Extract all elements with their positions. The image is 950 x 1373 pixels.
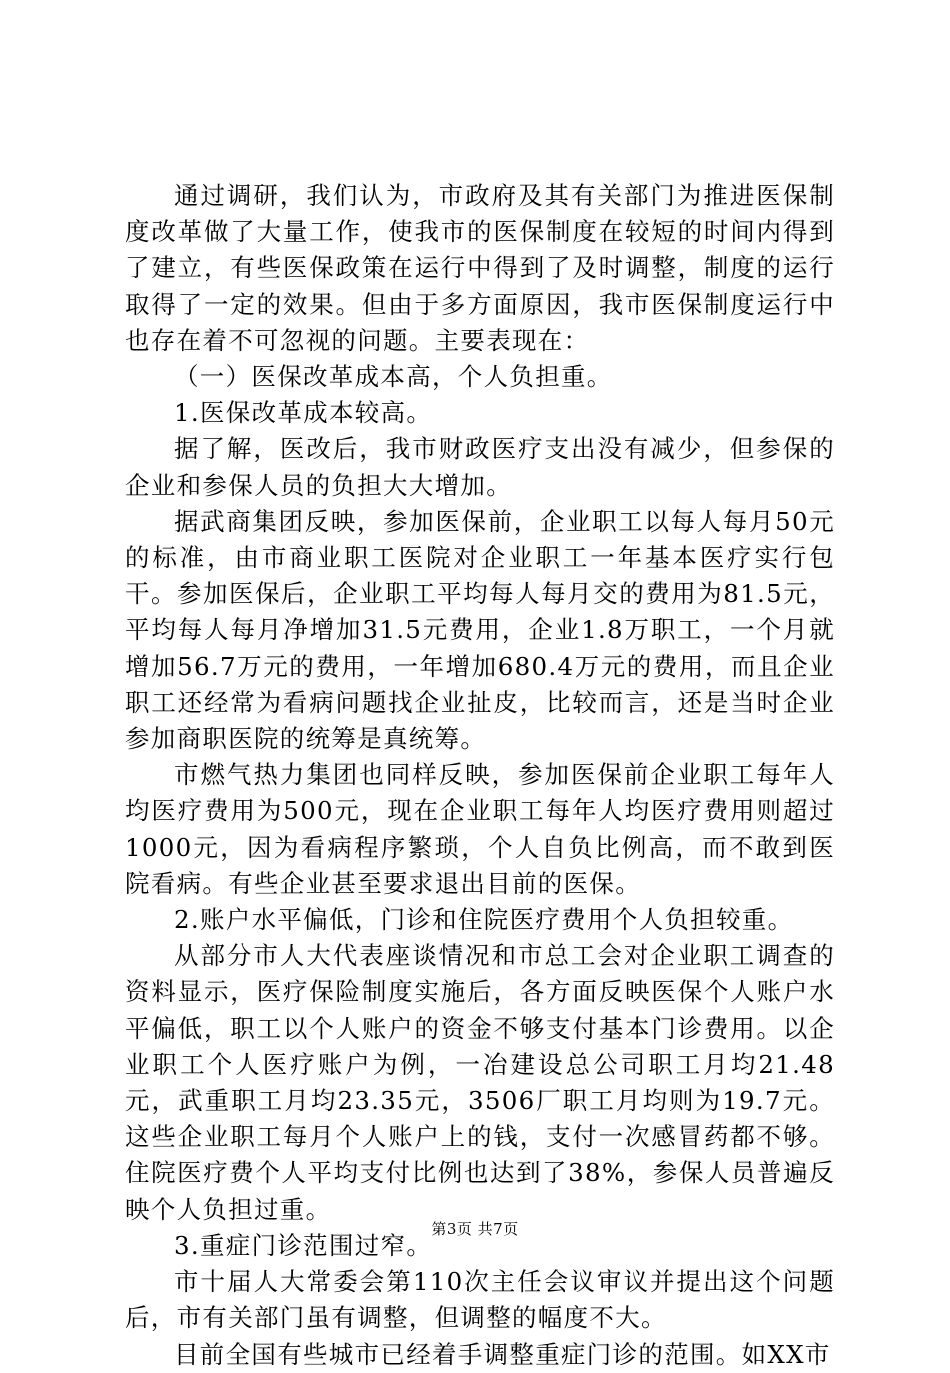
subheading-2: 2.账户水平偏低，门诊和住院医疗费用个人负担较重。 xyxy=(174,905,794,935)
paragraph-intro: 通过调研，我们认为，市政府及其有关部门为推进医保制度改革做了大量工作，使我市的医保制度在较短的时间内得到了建立，有些医保政策在运行中得到了及时调整，制度的运行取得了一定的效果。但由于多方面原因，我市医保制度运行中也存在着不可忽视的问题。主要表现在： xyxy=(125,181,835,355)
paragraph: 目前全国有些城市已经着手调整重症门诊的范围。如XX市 xyxy=(174,1339,831,1369)
paragraph: 据了解，医改后，我市财政医疗支出没有减少，但参保的企业和参保人员的负担大大增加。 xyxy=(125,434,835,500)
subheading-3: 3.重症门诊范围过窄。 xyxy=(174,1230,433,1260)
paragraph: 市十届人大常委会第110次主任会议审议并提出这个问题后，市有关部门虽有调整，但调整的幅度不大。 xyxy=(125,1267,835,1333)
paragraph: 从部分市人大代表座谈情况和市总工会对企业职工调查的资料显示，医疗保险制度实施后，各方面反映医保个人账户水平偏低，职工以个人账户的资金不够支付基本门诊费用。以企业职工个人医疗账户为例，一冶建设总公司职工月均21.48元，武重职工月均23.35元，3506厂职工月均则为19.7元。这些企业职工每月个人账户上的钱，支付一次感冒药都不够。住院医疗费个人平均支付比例也达到了38%，参保人员普遍反映个人负担过重。 xyxy=(125,941,835,1224)
subheading-1: 1.医保改革成本较高。 xyxy=(174,398,433,428)
paragraph: 据武商集团反映，参加医保前，企业职工以每人每月50元的标准，由市商业职工医院对企业职工一年基本医疗实行包干。参加医保后，企业职工平均每人每月交的费用为81.5元，平均每人每月净增加31.5元费用，企业1.8万职工，一个月就增加56.7万元的费用，一年增加680.4万元的费用，而且企业职工还经常为看病问题找企业扯皮，比较而言，还是当时企业参加商职医院的统筹是真统筹。 xyxy=(125,506,835,754)
paragraph: 市燃气热力集团也同样反映，参加医保前企业职工每年人均医疗费用为500元，现在企业职工每年人均医疗费用则超过1000元，因为看病程序繁琐，个人自负比例高，而不敢到医院看病。有些企业甚至要求退出目前的医保。 xyxy=(125,760,835,898)
page-number-footer: 第3页 共7页 xyxy=(431,1220,519,1238)
section-heading-1: （一）医保改革成本高，个人负担重。 xyxy=(174,362,613,392)
document-body xyxy=(125,178,835,1373)
